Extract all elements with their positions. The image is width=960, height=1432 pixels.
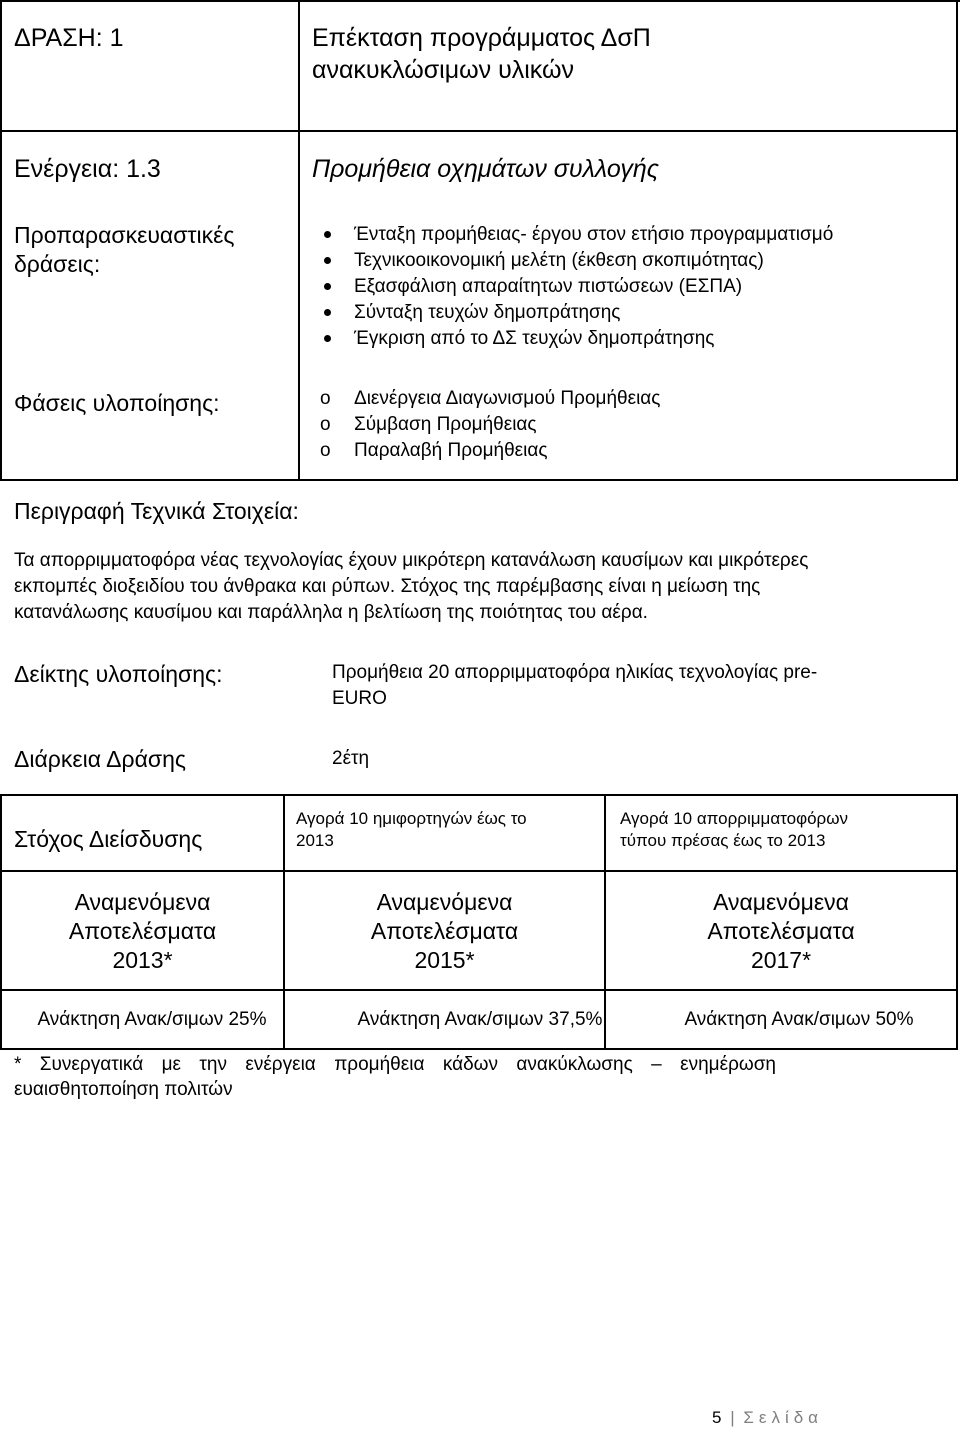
footnote-word: με bbox=[161, 1054, 181, 1075]
list-item: Σύνταξη τευχών δημοπράτησης bbox=[320, 300, 940, 326]
list-item: Έγκριση από το ΔΣ τευχών δημοπράτησης bbox=[320, 326, 940, 352]
duration-label: Διάρκεια Δράσης bbox=[14, 746, 186, 772]
results-header-line: Αποτελέσματα bbox=[707, 918, 855, 944]
phases-label: Φάσεις υλοποίησης: bbox=[14, 390, 220, 416]
prep-list bbox=[320, 222, 940, 352]
results-header-line: Αναμενόμενα bbox=[74, 889, 211, 915]
indicator-value-line: Προμήθεια 20 απορριμματοφόρα ηλικίας τεχνολογίας pre- bbox=[332, 662, 818, 683]
table1-col-divider bbox=[298, 0, 300, 481]
page-word: Σελίδα bbox=[743, 1408, 824, 1427]
list-item-label: Διενέργεια Διαγωνισμού Προμήθειας bbox=[354, 388, 661, 409]
results-header-line: Αναμενόμενα bbox=[713, 889, 849, 915]
results-value-2015: Ανάκτηση Ανακ/σιμων 37,5% bbox=[357, 1009, 603, 1030]
results-header-year: 2017* bbox=[750, 947, 812, 973]
indicator-value-line: EURO bbox=[332, 688, 387, 709]
results-value-2013: Ανάκτηση Ανακ/σιμων 25% bbox=[37, 1009, 267, 1030]
footnote-word: Συνεργατικά bbox=[39, 1054, 144, 1075]
results-header-2017 bbox=[606, 888, 956, 975]
circle-marker: o bbox=[320, 388, 331, 409]
list-item bbox=[320, 438, 940, 464]
list-item: Εξασφάλιση απαραίτητων πιστώσεων (ΕΣΠΑ) bbox=[320, 274, 940, 300]
action-label: ΔΡΑΣΗ: 1 bbox=[14, 24, 124, 52]
activity-label: Ενέργεια: 1.3 bbox=[14, 155, 161, 183]
target-col1-line: Αγορά 10 ημιφορτηγών έως το bbox=[296, 809, 527, 828]
footnote-word: ενέργεια bbox=[245, 1054, 316, 1075]
target-label: Στόχος Διείσδυσης bbox=[14, 826, 203, 852]
target-col1-line: 2013 bbox=[296, 831, 334, 850]
target-col2 bbox=[620, 808, 950, 852]
table2-border-bottom bbox=[0, 1048, 958, 1050]
table2-border-top bbox=[0, 794, 958, 796]
description-line: Τα απορριμματοφόρα νέας τεχνολογίας έχουν μικρότερη κατανάλωση καυσίμων και μικρότερες bbox=[14, 550, 809, 571]
list-item-label: Παραλαβή Προμήθειας bbox=[354, 440, 548, 461]
circle-marker: o bbox=[320, 414, 331, 435]
footnote-word: – bbox=[651, 1054, 662, 1075]
description-line: εκπομπές διοξειδίου του άνθρακα και ρύπων. Στόχος της παρέμβασης είναι η μείωση της bbox=[14, 576, 761, 597]
footnote-line2: ευαισθητοποίηση πολιτών bbox=[14, 1079, 233, 1100]
target-col2-line: Αγορά 10 απορριμματοφόρων bbox=[620, 809, 848, 828]
results-value-2017: Ανάκτηση Ανακ/σιμων 50% bbox=[684, 1009, 914, 1030]
list-item bbox=[320, 386, 940, 412]
footnote-word: την bbox=[199, 1054, 227, 1075]
footnote-word: * bbox=[14, 1054, 22, 1075]
target-col2-line: τύπου πρέσας έως το 2013 bbox=[620, 831, 826, 850]
description-label: Περιγραφή Τεχνικά Στοιχεία: bbox=[14, 498, 299, 524]
indicator-label: Δείκτης υλοποίησης: bbox=[14, 661, 223, 687]
results-header-2013 bbox=[2, 888, 283, 975]
list-item-label: Σύμβαση Προμήθειας bbox=[354, 414, 537, 435]
footnote-word: ενημέρωση bbox=[680, 1054, 776, 1075]
phases-list bbox=[320, 386, 940, 464]
results-header-line: Αποτελέσματα bbox=[68, 918, 217, 944]
results-header-line: Αποτελέσματα bbox=[370, 918, 519, 944]
results-header-year: 2013* bbox=[112, 947, 173, 973]
footnote-word: κάδων bbox=[442, 1054, 498, 1075]
table2-row-divider-2 bbox=[0, 989, 958, 991]
page-number: 5 bbox=[712, 1408, 722, 1427]
page-footer bbox=[712, 1407, 823, 1429]
table1-border-bottom bbox=[0, 479, 958, 481]
indicator-value bbox=[332, 660, 932, 712]
results-header-line: Αναμενόμενα bbox=[376, 889, 513, 915]
table1-border-right bbox=[956, 0, 958, 481]
footnote-word: προμήθεια bbox=[334, 1054, 425, 1075]
table2-border-right bbox=[956, 794, 958, 1050]
footer-separator: | bbox=[730, 1408, 735, 1427]
table1-border-top bbox=[0, 0, 960, 2]
footnote-line1 bbox=[14, 1052, 776, 1078]
target-col1 bbox=[296, 808, 596, 852]
circle-marker: o bbox=[320, 440, 331, 461]
duration-value: 2έτη bbox=[332, 748, 370, 769]
table1-row-divider bbox=[0, 130, 958, 132]
description-line: κατανάλωσης καυσίμου και παράλληλα η βελτίωση της ποιότητας του αέρα. bbox=[14, 602, 648, 623]
table2-row-divider-1 bbox=[0, 870, 958, 872]
action-title: Επέκταση προγράμματος ΔσΠ ανακυκλώσιμων υλικών bbox=[312, 24, 651, 84]
results-header-year: 2015* bbox=[414, 947, 475, 973]
footnote-word: ανακύκλωσης bbox=[516, 1054, 633, 1075]
list-item: Ένταξη προμήθειας- έργου στον ετήσιο προγραμματισμό bbox=[320, 222, 940, 248]
table1-border-left bbox=[0, 0, 2, 481]
list-item bbox=[320, 412, 940, 438]
description-text bbox=[14, 548, 954, 626]
prep-label: Προπαρασκευαστικές δράσεις: bbox=[14, 222, 235, 277]
results-header-2015 bbox=[285, 888, 604, 975]
activity-title: Προμήθεια οχημάτων συλλογής bbox=[312, 155, 659, 183]
list-item: Τεχνικοοικονομική μελέτη (έκθεση σκοπιμότητας) bbox=[320, 248, 940, 274]
